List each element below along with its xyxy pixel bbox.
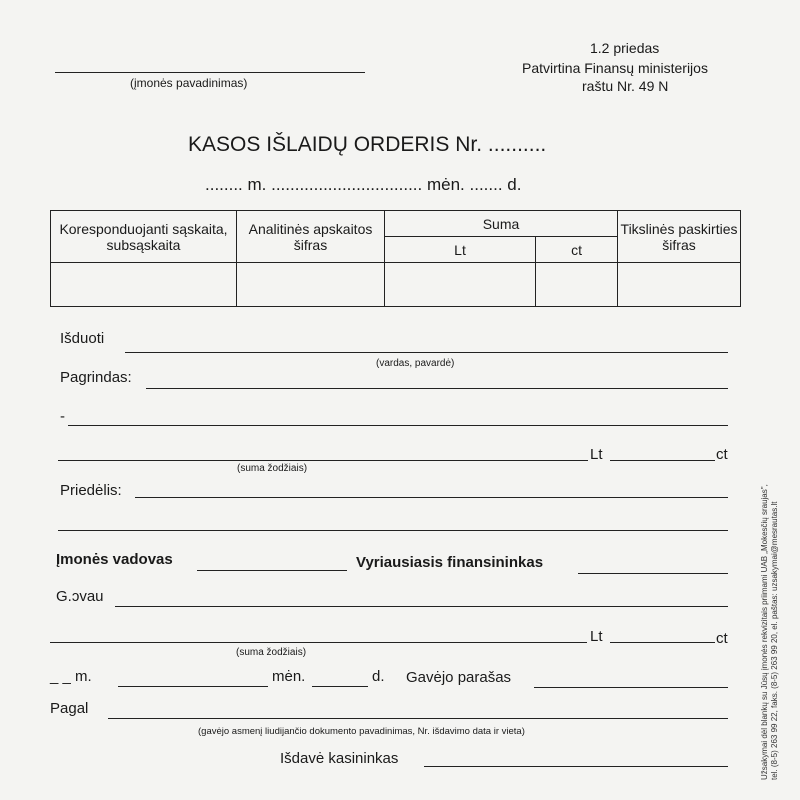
- side-note-line-2: tel. (8-5) 263 99 22, faks. (8-5) 263 99 20, el. paštas: uzsakymai@mesrautas.lt: [770, 501, 779, 780]
- lt-label-2: Lt: [590, 628, 603, 645]
- day-field[interactable]: [312, 686, 368, 687]
- month-field[interactable]: [118, 686, 268, 687]
- lt-field-2[interactable]: [610, 642, 715, 643]
- chief-accountant-signature-field[interactable]: [578, 573, 728, 574]
- month-label: mėn.: [272, 668, 306, 685]
- cell-purpose[interactable]: [618, 263, 741, 307]
- header-corresponding-account: Koresponduojanti sąskaita, subsąskaita: [51, 211, 237, 263]
- gavau-label: G.ɔvau: [56, 588, 104, 605]
- cell-account[interactable]: [51, 263, 237, 307]
- isduoti-field[interactable]: [125, 352, 728, 353]
- date-line: ........ m. ................................ mėn. ....... d.: [205, 175, 522, 194]
- day-label: d.: [372, 668, 385, 685]
- cell-analytical[interactable]: [237, 263, 385, 307]
- recipient-signature-field[interactable]: [534, 687, 728, 688]
- chief-accountant-label: Vyriausiasis finansininkas: [356, 554, 544, 571]
- header-sum: Suma: [385, 211, 618, 237]
- lt-label: Lt: [590, 446, 603, 463]
- cashier-signature-field[interactable]: [424, 766, 728, 767]
- id-document-caption: (gavėjo asmenį liudijančio dokumento pavadinimas, Nr. išdavimo data ir vieta): [198, 726, 525, 737]
- sum-words-field[interactable]: [58, 460, 588, 461]
- gavau-field[interactable]: [115, 606, 728, 607]
- manager-signature-field[interactable]: [197, 570, 347, 571]
- document-title: KASOS IŠLAIDŲ ORDERIS Nr. ..........: [188, 133, 547, 156]
- side-note-line-1: Užsakymai dėl blankų su Jūsų įmonės rekvizitais priimami UAB „Mokesčių sraujas",: [760, 484, 769, 780]
- lt-field[interactable]: [610, 460, 715, 461]
- dash-mark: -: [60, 408, 65, 425]
- name-caption: (vardas, pavardė): [376, 358, 455, 369]
- sum-words-field-2[interactable]: [50, 642, 587, 643]
- header-sum-lt: Lt: [385, 237, 536, 263]
- manager-label: Įmonės vadovas: [56, 551, 173, 568]
- pagal-field[interactable]: [108, 718, 728, 719]
- cashier-label: Išdavė kasininkas: [280, 750, 399, 767]
- accounting-table: [50, 210, 741, 307]
- priedelis-field-2[interactable]: [58, 530, 728, 531]
- priedelis-field[interactable]: [135, 497, 728, 498]
- recipient-signature-label: Gavėjo parašas: [406, 669, 512, 686]
- year-label: _ _ m.: [50, 668, 92, 685]
- pagrindas-field-2[interactable]: [68, 425, 728, 426]
- ct-label-2: ct: [716, 630, 728, 647]
- sum-words-caption: (suma žodžiais): [237, 463, 308, 474]
- appendix-approval: Patvirtina Finansų ministerijos: [522, 60, 708, 76]
- isduoti-label: Išduoti: [60, 330, 105, 347]
- company-name-line[interactable]: [55, 72, 365, 73]
- pagrindas-label: Pagrindas:: [60, 369, 132, 386]
- sum-words-caption-2: (suma žodžiais): [236, 647, 307, 658]
- ct-label: ct: [716, 446, 728, 463]
- header-analytical-code: Analitinės apskaitos šifras: [237, 211, 385, 263]
- appendix-number: 1.2 priedas: [590, 40, 660, 56]
- cell-ct[interactable]: [536, 263, 618, 307]
- header-sum-ct: ct: [536, 237, 618, 263]
- company-name-caption: (įmonės pavadinimas): [130, 76, 248, 90]
- priedelis-label: Priedėlis:: [60, 482, 122, 499]
- appendix-letter: raštu Nr. 49 N: [582, 78, 669, 94]
- cell-lt[interactable]: [385, 263, 536, 307]
- side-order-note: [760, 484, 780, 780]
- pagrindas-field[interactable]: [146, 388, 728, 389]
- header-purpose-code: Tikslinės paskirties šifras: [618, 211, 741, 263]
- pagal-label: Pagal: [50, 700, 89, 717]
